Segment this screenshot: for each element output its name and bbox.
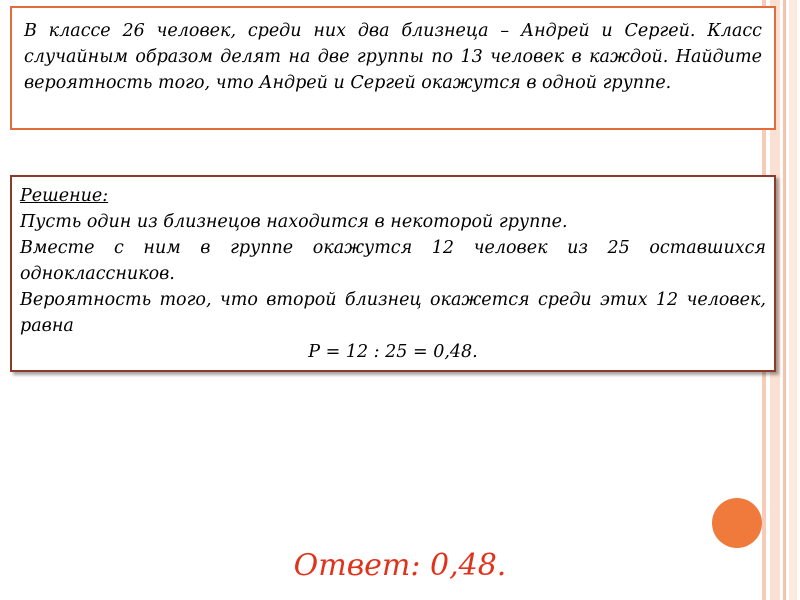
answer-text: Ответ: 0,48.	[293, 548, 507, 583]
solution-line-1: Пусть один из близнецов находится в некоторой группе.	[20, 212, 568, 232]
solution-formula: P = 12 : 25 = 0,48.	[308, 342, 478, 362]
solution-box	[10, 175, 776, 372]
decor-stripe	[789, 0, 797, 600]
solution-line-3: Вероятность того, что второй близнец окажется среди этих 12 человек, равна	[20, 290, 766, 336]
solution-line-2: Вместе с ним в группе окажутся 12 человек из 25 оставшихся одноклассников.	[20, 238, 766, 284]
decor-stripe	[783, 0, 786, 600]
problem-text: В классе 26 человек, среди них два близнеца – Андрей и Сергей. Класс случайным образом делят на две группы по 13 человек в каждой. Найдите вероятность того, что Андрей и Сергей окажутся в одной группе.	[24, 21, 762, 93]
problem-box	[10, 6, 776, 130]
decor-circle	[712, 498, 762, 548]
solution-heading: Решение:	[20, 186, 109, 206]
